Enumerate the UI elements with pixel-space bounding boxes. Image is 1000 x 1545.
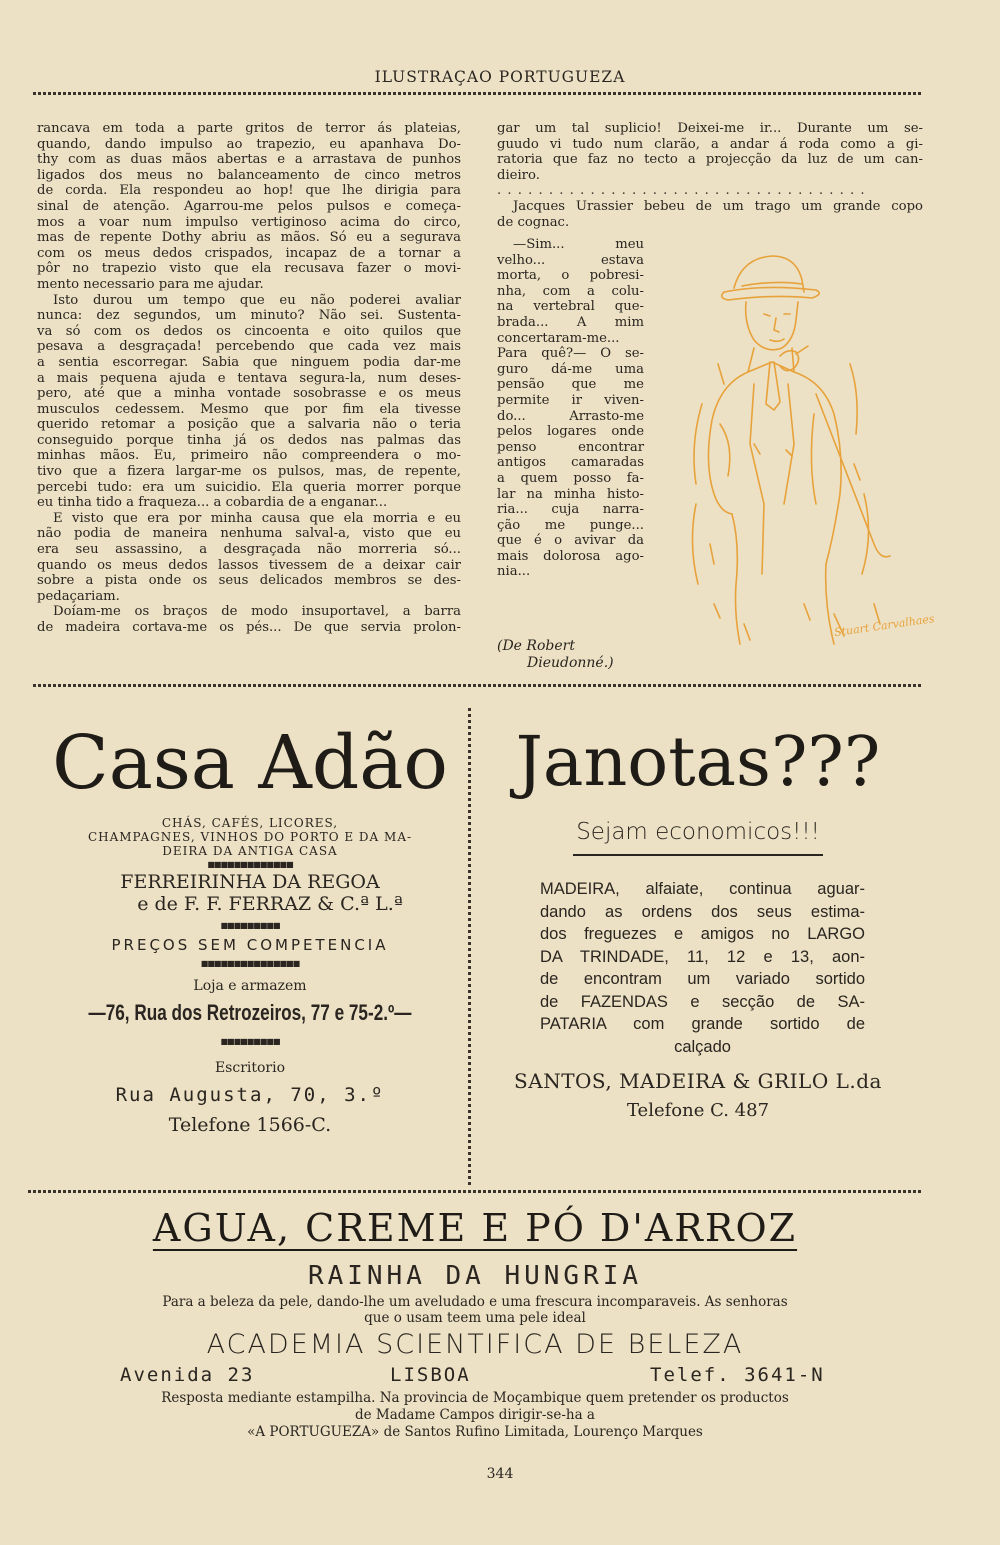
dialogue-text (497, 237, 644, 580)
dialogue-line: a quem posso fa- (497, 470, 644, 486)
text-line: Jacques Urassier bebeu de um trago um grande copo (513, 198, 923, 214)
casa-adao-product-line: CHAMPAGNES, VINHOS DO PORTO E DA MA- (87, 830, 413, 844)
janotas-title: Janotas??? (515, 723, 881, 802)
text-line: quando os meus dedos lassos tivessem de a deixar cair (37, 557, 461, 573)
bottom-ad-rule (28, 1190, 923, 1193)
text-line: nunca: dez segundos, um minuto? Não sei. Sustenta- (37, 308, 461, 324)
illustration-signature: Stuart Carvalhaes (833, 612, 936, 640)
dialogue-line: Para quê?— O se- (497, 346, 644, 362)
agua-title: AGUA, CREME E PÓ D'ARROZ (152, 1206, 798, 1250)
text-line: sobre a pista onde os seus delicados membros se des- (37, 573, 461, 589)
text-line: a mais pequena ajuda e tentava segura-la, num deses- (37, 370, 461, 386)
text-line: guudo vi tudo num clarão, a andar á roda como a gi- (497, 136, 923, 152)
text-line: mos a voar num impulso vertiginoso acima do circo, (37, 214, 461, 230)
ad-janotas (478, 712, 918, 1122)
agua-address-row (30, 1362, 920, 1388)
text-line: de cognac. (497, 214, 570, 230)
dialogue-column (497, 237, 644, 580)
casa-adao-prices: PREÇOS SEM COMPETENCIA (111, 936, 389, 954)
casa-adao-shop-address: —76, Rua dos Retrozeiros, 77 e 75-2.º— (88, 1000, 412, 1025)
text-line: minhas mãos. Eu, primeiro não compreendera o mo- (37, 448, 461, 464)
janotas-body-line: de FAZENDAS e secção de SA- (540, 992, 865, 1011)
text-line: tivo que a fizera largar-me os pulsos, mas, de repente, (37, 464, 461, 480)
left-text-column (37, 121, 461, 636)
left-paragraph-3 (37, 511, 461, 605)
agua-note-2: de Madame Campos dirigir-se-ha a (354, 1407, 595, 1423)
ad-agua-creme (30, 1200, 920, 1441)
ads-vertical-rule (468, 708, 471, 1188)
casa-adao-product-line: DEIRA DA ANTIGA CASA (162, 844, 338, 858)
janotas-phone: Telefone C. 487 (626, 1100, 770, 1121)
text-line: sinal de atenção. Agarrou-me pelos pulsos e começa- (37, 198, 461, 214)
dialogue-line: que é o avivar da (497, 533, 644, 549)
page-header-title: ILUSTRAÇAO PORTUGUEZA (374, 68, 626, 86)
text-line: dieiro. (497, 167, 540, 183)
dialogue-line: penso encontrar (497, 439, 644, 455)
text-line: va só com os dedos os cincoenta e oito quilos que (37, 323, 461, 339)
janotas-body-line: PATARIA com grande sortido de (540, 1015, 865, 1033)
janotas-body-line: DA TRINDADE, 11, 12 e 13, aon- (540, 947, 865, 966)
text-line: quando, dando impulso ao trapezio, eu apanhava Do- (37, 136, 461, 152)
dialogue-line: mais dolorosa ago- (497, 548, 644, 564)
agua-note-1: Resposta mediante estampilha. Na provincia de Moçambique quem pretender os productos (161, 1390, 789, 1406)
right-paragraph-2 (497, 199, 923, 230)
left-paragraph-1 (37, 121, 461, 293)
janotas-body-line: de encontram um variado sortido (540, 970, 865, 988)
casa-adao-phone: Telefone 1566-C. (168, 1114, 332, 1136)
dialogue-line: pelos logares onde (497, 424, 644, 440)
author-credit-line-2: Dieudonné.) (527, 655, 614, 671)
agua-note-3: «A PORTUGUEZA» de Santos Rufino Limitada, Lourenço Marques (247, 1424, 703, 1440)
text-line: de corda. Ela respondeu ao hop! que lhe dirigia para (37, 183, 461, 199)
ad-casa-adao (40, 712, 460, 1136)
text-line: de madeira cortava-me os pés... De que servia prolon- (37, 620, 461, 635)
casa-adao-office-address: Rua Augusta, 70, 3.º (115, 1084, 385, 1106)
dialogue-line: nia... (497, 564, 531, 580)
text-line: não podia de maneira nenhuma salval-a, visto que eu (37, 526, 461, 542)
casa-adao-ornament-1: ■■■■■■■■■■■■■ (207, 860, 293, 869)
text-line: mas de repente Dothy abriu as mãos. Só eu a segurava (37, 230, 461, 246)
text-line: percebi tudo: era um suicidio. Ela queria morrer porque (37, 479, 461, 495)
janotas-body-line: dos freguezes e amigos no LARGO (540, 925, 865, 943)
dialogue-line: na vertebral que- (497, 299, 644, 315)
dialogue-line: ria... cuja narra- (497, 502, 644, 518)
articles-bottom-rule (33, 684, 921, 687)
text-line: era seu assassino, a desgraçada não morreria só... (37, 542, 461, 558)
text-line: pôr no trapezio visto que ela recusava fazer o movi- (37, 261, 461, 277)
janotas-underline (573, 854, 823, 856)
casa-adao-ornament-4: ■■■■■■■■■ (220, 1037, 280, 1046)
text-line: pesava a desgraçada! percebendo que cada vez mais (37, 339, 461, 355)
dialogue-line: morta, o pobresi- (497, 268, 644, 284)
dialogue-line: velho... estava (497, 252, 644, 268)
header-dotted-rule (33, 92, 921, 95)
dialogue-line: pensão que me (497, 377, 644, 393)
casa-adao-firm-2: e de F. F. FERRAZ & C.ª L.ª (137, 893, 403, 915)
janotas-body-line: calçado (674, 1037, 731, 1056)
dialogue-line: permite ir viven- (497, 392, 644, 408)
dialogue-line: lar na minha histo- (497, 486, 644, 502)
man-with-hat-illustration (684, 244, 936, 654)
text-line: rancava em toda a parte gritos de terror ás plateias, (37, 121, 461, 136)
left-paragraph-4 (37, 604, 461, 635)
janotas-subtitle: Sejam economicos!!! (576, 819, 820, 845)
page-number: 344 (486, 1466, 514, 1482)
text-line: pero, até que a minha vontade sosobrasse e os meus (37, 386, 461, 402)
text-line: ligados dos meus no balanceamento de cinco metros (37, 167, 461, 183)
agua-city: LISBOA (390, 1364, 471, 1386)
agua-phone: Telef. 3641-N (650, 1364, 825, 1386)
casa-adao-firm-1: FERREIRINHA DA REGOA (120, 871, 380, 893)
janotas-firm: SANTOS, MADEIRA & GRILO L.da (514, 1069, 882, 1093)
text-line: a sentia escorregar. Sabia que ninguem podia dar-me (37, 354, 461, 370)
text-line: mento necessario para me ajudar. (37, 276, 264, 292)
text-line: eu tinha tido a fraqueza... a cobardia de a enganar... (37, 495, 388, 511)
left-paragraph-2 (37, 293, 461, 511)
casa-adao-shop-label: Loja e armazem (193, 978, 307, 994)
right-text-column (497, 121, 923, 230)
casa-adao-ornament-3: ■■■■■■■■■■■■■■■ (200, 959, 300, 968)
text-separator: . . . . . . . . . . . . . . . . . . . . . . . . . . . . . . . . . . . . (497, 183, 866, 199)
text-line: pedaçariam. (37, 588, 120, 604)
dialogue-line: nha, com a colu- (497, 283, 644, 299)
author-credit-line-1: (De Robert (497, 638, 575, 654)
right-paragraph-1 (497, 121, 923, 183)
text-line: thy com as duas mãos abertas e a arrastava de punhos (37, 152, 461, 168)
janotas-body-line: dando as ordens dos seus estima- (540, 902, 865, 921)
casa-adao-ornament-2: ■■■■■■■■■ (220, 921, 280, 930)
text-line: com os meus dedos crispados, incapaz de a tornar a (37, 245, 461, 261)
casa-adao-products (40, 816, 460, 858)
text-line: gar um tal suplicio! Deixei-me ir... Durante um se- (497, 121, 923, 136)
dialogue-line: ção me punge... (497, 517, 644, 533)
text-line: ratoria que faz no tecto a projecção da luz de um can- (497, 152, 923, 168)
casa-adao-product-line: CHÁS, CAFÉS, LICORES, (161, 816, 339, 830)
dialogue-line: brada... A mim (497, 314, 644, 330)
text-line: E visto que era por minha causa que ela morria e eu (53, 510, 461, 526)
agua-text-2: que o usam teem uma pele ideal (364, 1310, 586, 1326)
janotas-body-line: MADEIRA, alfaiate, continua aguar- (540, 880, 865, 898)
janotas-body (540, 878, 865, 1058)
text-line: Doíam-me os braços de modo insuportavel, a barra (53, 604, 461, 620)
agua-address: Avenida 23 (120, 1364, 255, 1386)
agua-subtitle: RAINHA DA HUNGRIA (307, 1261, 643, 1291)
agua-text-1: Para a beleza da pele, dando-lhe um aveludado e uma frescura incomparaveis. As senhoras (162, 1294, 788, 1310)
text-line: querido retomar a posição que a salvaria não o teria (37, 417, 461, 433)
dialogue-line: concertaram-me... (497, 330, 620, 346)
text-line: conseguido porque tinha já os dedos nas palmas das (37, 432, 461, 448)
text-line: Isto durou um tempo que eu não poderei avaliar (53, 292, 461, 308)
casa-adao-title: Casa Adão (52, 720, 448, 806)
casa-adao-office-label: Escritorio (214, 1060, 286, 1076)
text-line: musculos cedessem. Mesmo que por fim ela tivesse (37, 401, 461, 417)
dialogue-line: do... Arrasto-me (497, 408, 644, 424)
dialogue-line: guro dá-me uma (497, 361, 644, 377)
dialogue-line: —Sim... meu (513, 237, 644, 252)
agua-academy: ACADEMIA SCIENTIFICA DE BELEZA (206, 1329, 744, 1360)
dialogue-line: antigos camaradas (497, 455, 644, 471)
